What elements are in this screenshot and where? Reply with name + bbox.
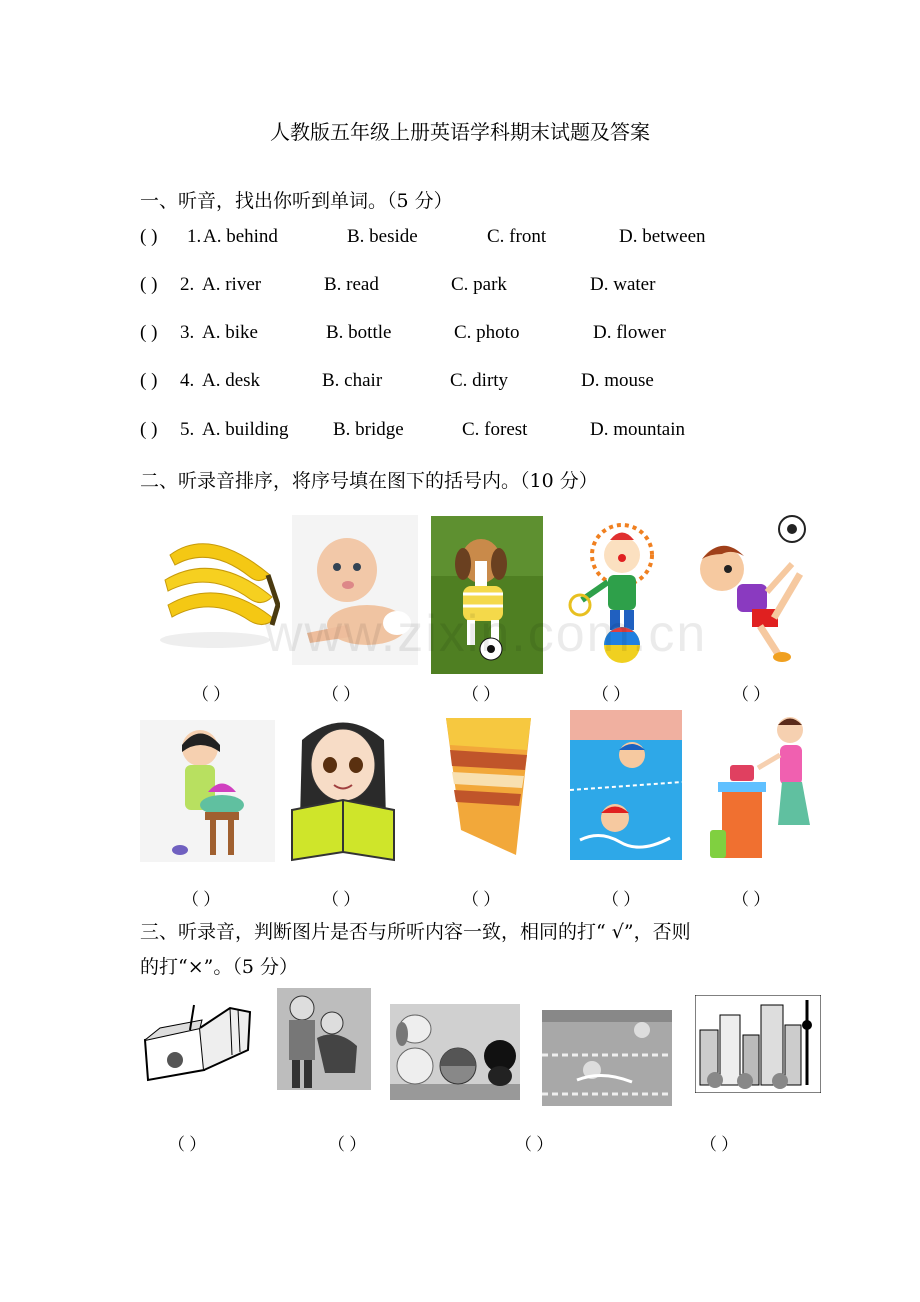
option-a: A. behind: [203, 226, 278, 247]
option-b: B. chair: [322, 370, 383, 391]
answer-blank[interactable]: （ ）: [592, 685, 631, 704]
page-title: 人教版五年级上册英语学科期末试题及答案: [270, 120, 650, 144]
answer-blank[interactable]: ( ): [140, 274, 158, 295]
answer-blank[interactable]: （ ）: [182, 890, 221, 909]
question-number: 3.: [180, 322, 195, 343]
option-d: D. mountain: [590, 419, 685, 440]
answer-blank[interactable]: ( ): [140, 419, 158, 440]
option-b: B. bridge: [333, 419, 404, 440]
answer-blank[interactable]: （ ）: [462, 890, 501, 909]
cake-image: [431, 710, 543, 860]
option-b: B. bottle: [326, 322, 392, 343]
girl-reading-image: [282, 710, 404, 864]
section-3-heading-line-2: 的打“×”。（5 分）: [140, 956, 298, 978]
people-swimming-image: [542, 1010, 672, 1106]
answer-blank[interactable]: （ ）: [700, 1135, 739, 1154]
section-3-heading-line-1: 三、听录音，判断图片是否与所听内容一致，相同的打“ √”，否则: [140, 921, 691, 943]
option-b: B. beside: [347, 226, 418, 247]
boy-kicking-image: [692, 514, 810, 664]
section-1-heading: 一、听音，找出你听到单词。（5 分）: [140, 190, 453, 212]
girl-washing-image: [140, 720, 275, 862]
option-d: D. flower: [593, 322, 666, 343]
question-number: 2.: [180, 274, 195, 295]
option-a: A. river: [202, 274, 262, 295]
swimming-image: [570, 710, 682, 860]
option-d: D. water: [590, 274, 656, 295]
answer-blank[interactable]: （ ）: [168, 1135, 207, 1154]
option-c: C. photo: [454, 322, 520, 343]
option-d: D. mouse: [581, 370, 654, 391]
option-c: C. park: [451, 274, 507, 295]
answer-blank[interactable]: （ ）: [732, 685, 771, 704]
answer-blank[interactable]: ( ): [140, 226, 158, 247]
answer-blank[interactable]: （ ）: [602, 890, 641, 909]
answer-blank[interactable]: ( ): [140, 370, 158, 391]
question-number: 4.: [180, 370, 195, 391]
answer-blank[interactable]: （ ）: [322, 685, 361, 704]
answer-blank[interactable]: （ ）: [462, 685, 501, 704]
question-number: 1.: [187, 226, 202, 247]
answer-blank[interactable]: （ ）: [732, 890, 771, 909]
bananas-image: [150, 515, 280, 665]
answer-blank[interactable]: （ ）: [322, 890, 361, 909]
option-c: C. dirty: [450, 370, 509, 391]
option-b: B. read: [324, 274, 379, 295]
answer-blank[interactable]: （ ）: [328, 1135, 367, 1154]
people-talking-image: [277, 988, 371, 1090]
option-a: A. desk: [202, 370, 261, 391]
dogs-with-ball-image: [390, 1004, 520, 1100]
woman-cooking-image: [700, 710, 820, 864]
answer-blank[interactable]: ( ): [140, 322, 158, 343]
city-buildings-image: [695, 995, 821, 1093]
watermark: www.zixin.com.cn: [265, 605, 708, 663]
answer-blank[interactable]: （ ）: [192, 685, 231, 704]
answer-blank[interactable]: （ ）: [515, 1135, 554, 1154]
question-number: 5.: [180, 419, 195, 440]
option-a: A. building: [202, 419, 289, 440]
option-d: D. between: [619, 226, 706, 247]
option-c: C. forest: [462, 419, 528, 440]
section-2-heading: 二、听录音排序，将序号填在图下的括号内。（10 分）: [140, 470, 598, 492]
juice-boxes-image: [140, 1000, 252, 1092]
option-a: A. bike: [202, 322, 258, 343]
option-c: C. front: [487, 226, 547, 247]
